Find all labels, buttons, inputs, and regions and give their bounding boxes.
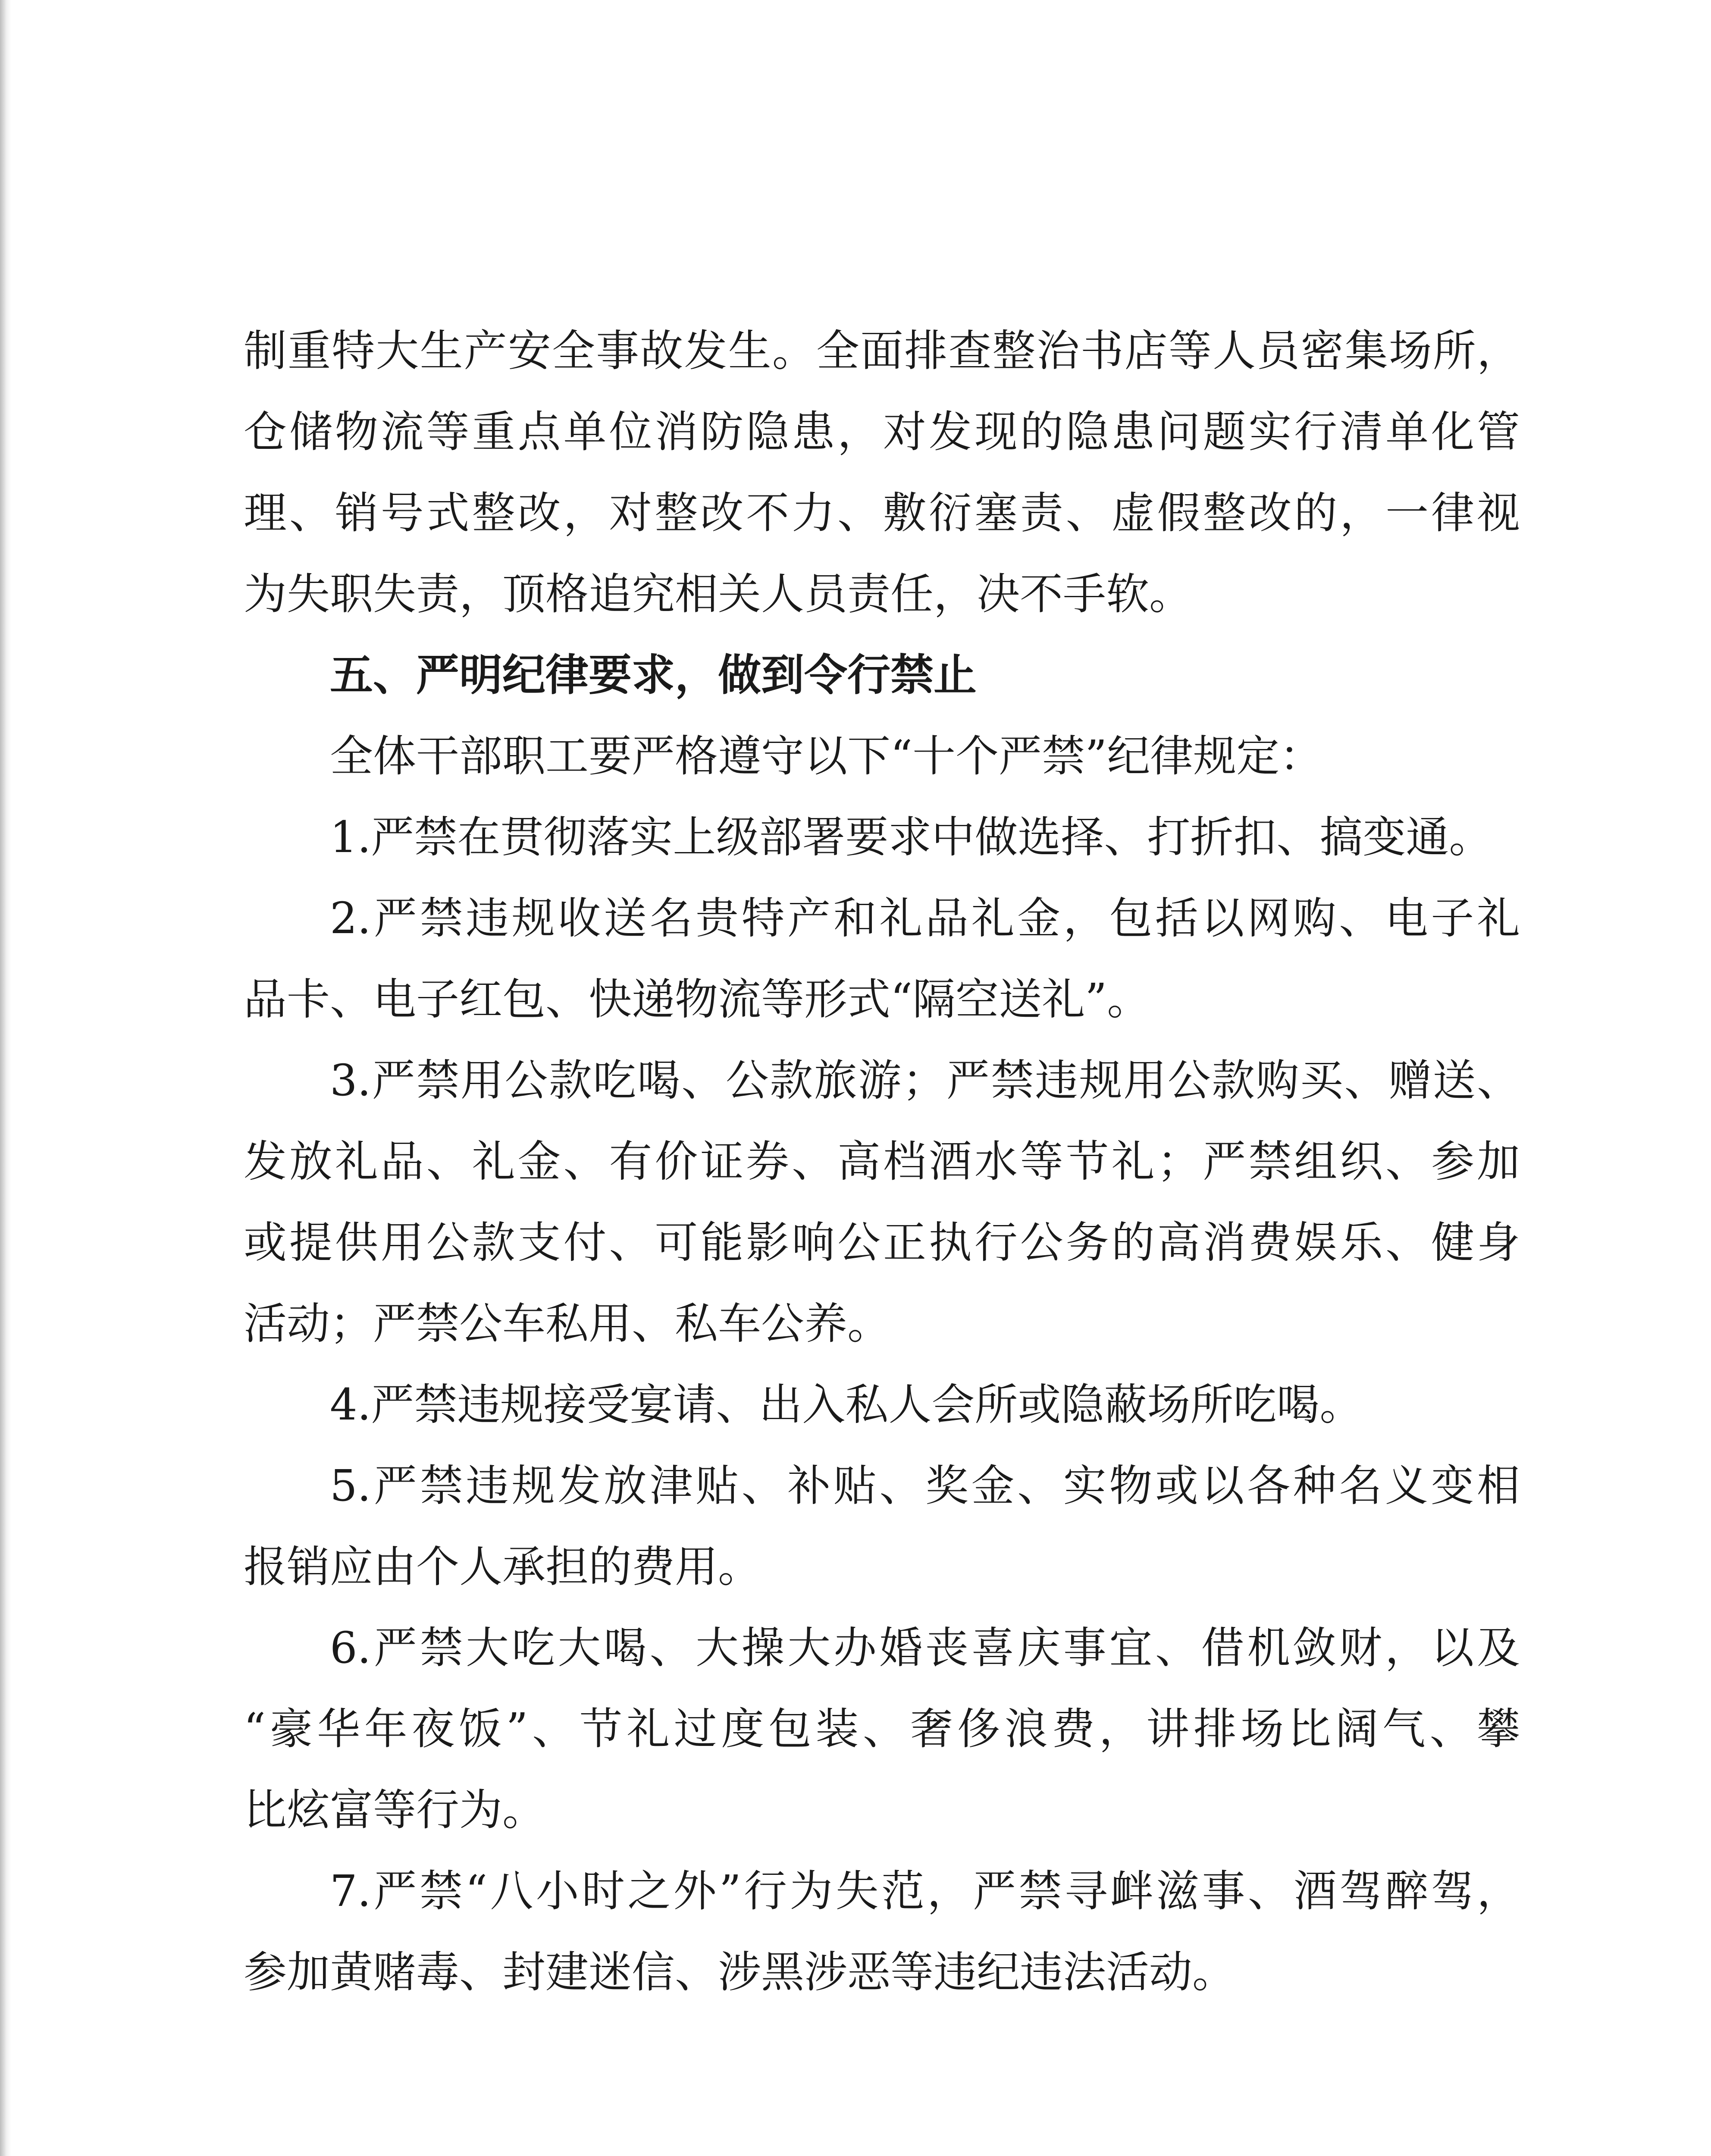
- paragraph-line: 比炫富等行为。: [244, 1785, 545, 1835]
- scan-edge-shadow: [0, 0, 11, 2156]
- paragraph-line: 4.严禁违规接受宴请、出入私人会所或隐蔽场所吃喝。: [330, 1379, 1363, 1430]
- paragraph-line: 为失职失责，顶格追究相关人员责任，决不手软。: [244, 569, 1192, 619]
- paragraph-line: 发放礼品、礼金、有价证券、高档酒水等节礼；严禁组织、参加: [244, 1136, 1520, 1187]
- paragraph-line: 参加黄赌毒、封建迷信、涉黑涉恶等违纪违法活动。: [244, 1947, 1235, 1997]
- paragraph-line: 5.严禁违规发放津贴、补贴、奖金、实物或以各种名义变相: [330, 1460, 1520, 1511]
- paragraph-line: 或提供用公款支付、可能影响公正执行公务的高消费娱乐、健身: [244, 1217, 1520, 1268]
- paragraph-line: 报销应由个人承担的费用。: [244, 1542, 761, 1592]
- paragraph-line: 7.严禁“八小时之外”行为失范，严禁寻衅滋事、酒驾醉驾，: [330, 1866, 1520, 1916]
- paragraph-line: 3.严禁用公款吃喝、公款旅游；严禁违规用公款购买、赠送、: [330, 1055, 1520, 1106]
- paragraph-line: 制重特大生产安全事故发生。全面排查整治书店等人员密集场所，: [244, 326, 1520, 376]
- paragraph-line: 1.严禁在贯彻落实上级部署要求中做选择、打折扣、搞变通。: [330, 812, 1492, 862]
- document-body: [244, 310, 1520, 2013]
- paragraph-line: 2.严禁违规收送名贵特产和礼品礼金，包括以网购、电子礼: [330, 893, 1520, 943]
- paragraph-line: 全体干部职工要严格遵守以下“十个严禁”纪律规定：: [330, 731, 1323, 781]
- paragraph-line: “豪华年夜饭”、节礼过度包装、奢侈浪费，讲排场比阔气、攀: [244, 1704, 1520, 1754]
- paragraph-line: 理、销号式整改，对整改不力、敷衍塞责、虚假整改的，一律视: [244, 488, 1520, 538]
- paragraph-line: 活动；严禁公车私用、私车公养。: [244, 1298, 890, 1349]
- paragraph-line: 品卡、电子红包、快递物流等形式“隔空送礼”。: [244, 974, 1150, 1025]
- section-heading: 五、严明纪律要求，做到令行禁止: [330, 650, 977, 700]
- paragraph-line: 仓储物流等重点单位消防隐患，对发现的隐患问题实行清单化管: [244, 407, 1520, 457]
- paragraph-line: 6.严禁大吃大喝、大操大办婚丧喜庆事宜、借机敛财，以及: [330, 1623, 1520, 1673]
